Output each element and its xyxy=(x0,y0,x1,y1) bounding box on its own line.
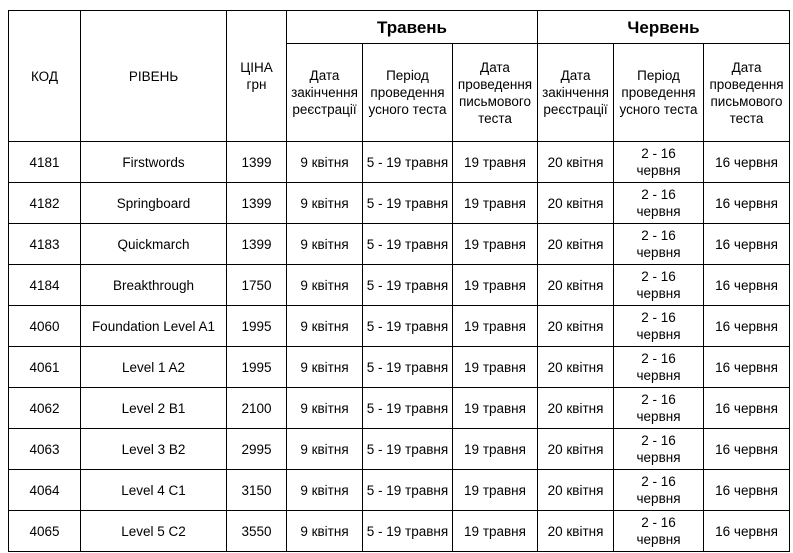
header-may-oral xyxy=(363,44,453,142)
header-price-line2: грн xyxy=(246,77,267,92)
cell-june-oral-range: 2 - 16 xyxy=(641,310,676,325)
cell-code: 4064 xyxy=(9,470,81,511)
cell-level: Level 5 C2 xyxy=(81,511,227,552)
header-may-written-l3: письмового xyxy=(458,93,532,109)
cell-code: 4061 xyxy=(9,347,81,388)
cell-level: Foundation Level A1 xyxy=(81,306,227,347)
cell-level: Firstwords xyxy=(81,142,227,183)
cell-may-reg: 9 квітня xyxy=(287,429,363,470)
cell-may-written: 19 травня xyxy=(453,265,538,306)
cell-may-oral: 5 - 19 травня xyxy=(363,142,453,183)
cell-may-reg: 9 квітня xyxy=(287,511,363,552)
header-month-june: Червень xyxy=(538,11,790,44)
cell-code: 4065 xyxy=(9,511,81,552)
cell-june-oral xyxy=(614,347,704,388)
header-may-written-l2: проведення xyxy=(457,76,533,92)
cell-june-reg: 20 квітня xyxy=(538,388,614,429)
cell-may-reg: 9 квітня xyxy=(287,306,363,347)
cell-june-written: 16 червня xyxy=(704,224,790,265)
cell-june-reg: 20 квітня xyxy=(538,224,614,265)
cell-june-oral-month: червня xyxy=(636,368,681,383)
cell-code: 4181 xyxy=(9,142,81,183)
cell-price: 3150 xyxy=(227,470,287,511)
cell-june-oral xyxy=(614,142,704,183)
cell-level: Level 1 A2 xyxy=(81,347,227,388)
header-may-written-l1: Дата xyxy=(480,59,510,75)
header-month-row xyxy=(9,11,790,44)
header-june-written-l3: письмового xyxy=(710,93,783,109)
cell-may-oral: 5 - 19 травня xyxy=(363,470,453,511)
cell-june-oral xyxy=(614,429,704,470)
cell-price: 1995 xyxy=(227,306,287,347)
cell-may-written: 19 травня xyxy=(453,183,538,224)
cell-june-oral-range: 2 - 16 xyxy=(641,474,676,489)
header-june-written-l4: теста xyxy=(729,110,764,126)
header-code: КОД xyxy=(9,11,81,142)
cell-may-written: 19 травня xyxy=(453,429,538,470)
header-may-reg-l2: закінчення xyxy=(291,85,358,100)
cell-june-oral xyxy=(614,265,704,306)
cell-may-oral: 5 - 19 травня xyxy=(363,388,453,429)
table-row xyxy=(9,265,790,306)
cell-june-oral-range: 2 - 16 xyxy=(641,515,676,530)
cell-may-written: 19 травня xyxy=(453,470,538,511)
header-level: РІВЕНЬ xyxy=(81,11,227,142)
cell-june-written: 16 червня xyxy=(704,511,790,552)
cell-code: 4060 xyxy=(9,306,81,347)
table-row xyxy=(9,511,790,552)
header-may-oral-l3: усного теста xyxy=(368,102,447,117)
cell-price: 2100 xyxy=(227,388,287,429)
cell-june-oral-month: червня xyxy=(636,450,681,465)
cell-level: Breakthrough xyxy=(81,265,227,306)
cell-june-reg: 20 квітня xyxy=(538,142,614,183)
cell-may-oral: 5 - 19 травня xyxy=(363,306,453,347)
cell-june-oral xyxy=(614,511,704,552)
exam-schedule-table xyxy=(8,10,790,552)
table-row xyxy=(9,224,790,265)
cell-june-reg: 20 квітня xyxy=(538,429,614,470)
table-row xyxy=(9,142,790,183)
table-row xyxy=(9,306,790,347)
cell-june-written: 16 червня xyxy=(704,429,790,470)
cell-june-oral-month: червня xyxy=(636,491,681,506)
cell-price: 1399 xyxy=(227,224,287,265)
cell-may-oral: 5 - 19 травня xyxy=(363,429,453,470)
cell-june-written: 16 червня xyxy=(704,142,790,183)
cell-may-written: 19 травня xyxy=(453,388,538,429)
cell-code: 4182 xyxy=(9,183,81,224)
cell-june-oral-range: 2 - 16 xyxy=(641,269,676,284)
cell-may-oral: 5 - 19 травня xyxy=(363,224,453,265)
cell-june-oral xyxy=(614,306,704,347)
cell-may-written: 19 травня xyxy=(453,347,538,388)
header-may-written-l4: теста xyxy=(478,110,512,126)
cell-code: 4183 xyxy=(9,224,81,265)
cell-code: 4184 xyxy=(9,265,81,306)
cell-level: Level 2 B1 xyxy=(81,388,227,429)
header-may-reg-l3: реєстрації xyxy=(292,102,357,117)
cell-june-reg: 20 квітня xyxy=(538,511,614,552)
cell-price: 3550 xyxy=(227,511,287,552)
header-june-written-l1: Дата xyxy=(731,59,762,75)
cell-june-oral-month: червня xyxy=(636,409,681,424)
table-row xyxy=(9,183,790,224)
cell-june-written: 16 червня xyxy=(704,183,790,224)
cell-june-oral-range: 2 - 16 xyxy=(641,392,676,407)
header-june-written-l2: проведення xyxy=(709,76,784,92)
cell-june-oral-range: 2 - 16 xyxy=(641,351,676,366)
header-june-oral-l3: усного теста xyxy=(619,102,698,117)
table-row xyxy=(9,429,790,470)
cell-may-reg: 9 квітня xyxy=(287,388,363,429)
header-month-may: Травень xyxy=(287,11,538,44)
header-may-reg xyxy=(287,44,363,142)
cell-june-oral-month: червня xyxy=(636,286,681,301)
cell-june-oral xyxy=(614,183,704,224)
table-row xyxy=(9,347,790,388)
cell-june-oral-month: червня xyxy=(636,532,681,547)
cell-price: 1750 xyxy=(227,265,287,306)
header-june-oral xyxy=(614,44,704,142)
header-june-reg-l3: реєстрації xyxy=(543,102,608,117)
cell-may-reg: 9 квітня xyxy=(287,183,363,224)
cell-june-written: 16 червня xyxy=(704,347,790,388)
cell-level: Level 4 C1 xyxy=(81,470,227,511)
header-price-line1: ЦІНА xyxy=(240,60,273,75)
cell-june-written: 16 червня xyxy=(704,388,790,429)
cell-may-written: 19 травня xyxy=(453,306,538,347)
header-may-oral-l1: Період xyxy=(386,68,429,83)
header-may-written xyxy=(453,44,538,142)
cell-june-reg: 20 квітня xyxy=(538,470,614,511)
cell-june-reg: 20 квітня xyxy=(538,306,614,347)
cell-may-oral: 5 - 19 травня xyxy=(363,265,453,306)
header-june-reg-l2: закінчення xyxy=(542,85,609,100)
header-june-written xyxy=(704,44,790,142)
header-price xyxy=(227,11,287,142)
cell-may-reg: 9 квітня xyxy=(287,224,363,265)
cell-june-reg: 20 квітня xyxy=(538,183,614,224)
cell-june-oral-month: червня xyxy=(636,163,681,178)
cell-code: 4063 xyxy=(9,429,81,470)
cell-level: Quickmarch xyxy=(81,224,227,265)
cell-june-oral-range: 2 - 16 xyxy=(641,433,676,448)
header-june-oral-l1: Період xyxy=(637,68,680,83)
cell-level: Level 3 B2 xyxy=(81,429,227,470)
header-june-reg-l1: Дата xyxy=(560,68,591,83)
cell-june-oral-month: червня xyxy=(636,327,681,342)
cell-price: 1995 xyxy=(227,347,287,388)
cell-june-oral xyxy=(614,470,704,511)
header-june-reg xyxy=(538,44,614,142)
cell-june-oral xyxy=(614,224,704,265)
cell-june-written: 16 червня xyxy=(704,470,790,511)
cell-may-oral: 5 - 19 травня xyxy=(363,511,453,552)
cell-june-oral-range: 2 - 16 xyxy=(641,146,676,161)
cell-june-oral-month: червня xyxy=(636,245,681,260)
cell-may-written: 19 травня xyxy=(453,511,538,552)
cell-june-oral xyxy=(614,388,704,429)
cell-june-oral-month: червня xyxy=(636,204,681,219)
table-row xyxy=(9,388,790,429)
cell-level: Springboard xyxy=(81,183,227,224)
cell-june-oral-range: 2 - 16 xyxy=(641,228,676,243)
cell-june-written: 16 червня xyxy=(704,306,790,347)
cell-price: 1399 xyxy=(227,142,287,183)
cell-june-oral-range: 2 - 16 xyxy=(641,187,676,202)
cell-may-oral: 5 - 19 травня xyxy=(363,347,453,388)
cell-june-written: 16 червня xyxy=(704,265,790,306)
cell-may-reg: 9 квітня xyxy=(287,265,363,306)
cell-price: 1399 xyxy=(227,183,287,224)
cell-june-reg: 20 квітня xyxy=(538,347,614,388)
cell-june-reg: 20 квітня xyxy=(538,265,614,306)
cell-may-written: 19 травня xyxy=(453,142,538,183)
header-june-oral-l2: проведення xyxy=(621,85,696,100)
cell-may-reg: 9 квітня xyxy=(287,142,363,183)
cell-price: 2995 xyxy=(227,429,287,470)
cell-may-oral: 5 - 19 травня xyxy=(363,183,453,224)
header-may-reg-l1: Дата xyxy=(309,68,340,83)
cell-code: 4062 xyxy=(9,388,81,429)
cell-may-reg: 9 квітня xyxy=(287,470,363,511)
header-may-oral-l2: проведення xyxy=(370,85,445,100)
cell-may-written: 19 травня xyxy=(453,224,538,265)
cell-may-reg: 9 квітня xyxy=(287,347,363,388)
table-row xyxy=(9,470,790,511)
